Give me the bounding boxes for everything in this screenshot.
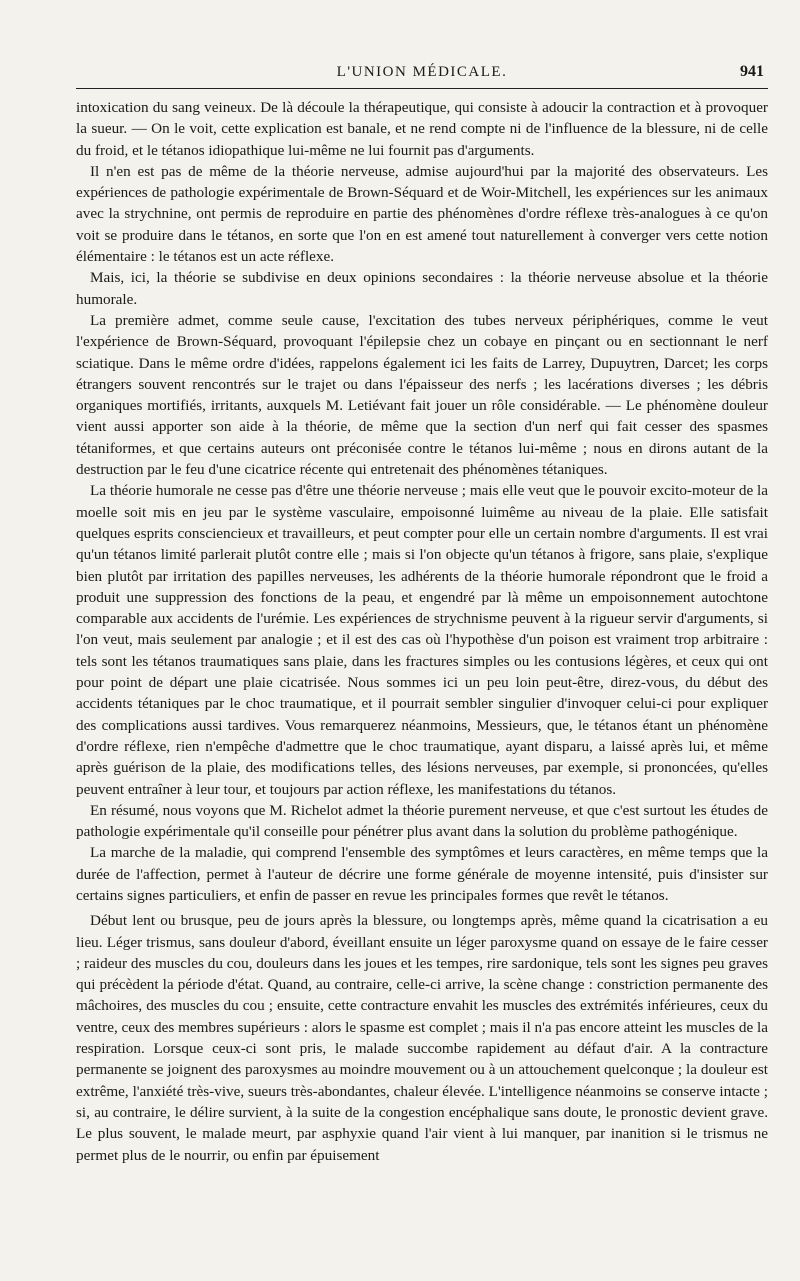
article-body [76, 97, 768, 1166]
paragraph: Début lent ou brusque, peu de jours après la blessure, ou longtemps après, même quand la cicatrisation a eu lieu. Léger trismus, sans douleur d'abord, éveillant ensuite un léger paroxysme quand on essaye de le faire cesser ; raideur des muscles du cou, douleurs dans les joues et les tempes, rire sardonique, tels sont les signes peu graves qui précèdent la période d'état. Quand, au contraire, celle-ci arrive, la scène change : constriction permanente des mâchoires, des muscles du cou ; ensuite, cette contracture envahit les muscles des extrémités inférieures, ceux du ventre, ceux des membres supérieurs : alors le spasme est complet ; mais il n'a pas encore atteint les muscles de la respiration. Lorsque ceux-ci sont pris, le malade succombe rapidement au défaut d'air. A la contracture permanente se joignent des paroxysmes au moindre mouvement ou à un attouchement quelconque ; la douleur est extrême, l'anxiété très-vive, sueurs très-abondantes, chaleur élevée. L'intelligence néanmoins se conserve intacte ; si, au contraire, le délire survient, à la suite de la congestion encéphalique sans doute, le pronostic devient grave. Le plus souvent, le malade meurt, par asphyxie quand l'air vient à lui manquer, par inanition si le trismus ne permet plus de le nourrir, ou enfin par épuisement [76, 912, 768, 1164]
page-number: 941 [740, 63, 764, 80]
paragraph: La théorie humorale ne cesse pas d'être une théorie nerveuse ; mais elle veut que le pouvoir excito-moteur de la moelle soit mis en jeu par le système vasculaire, empoisonné luimême au niveau de la plaie. Elle satisfait quelques esprits consciencieux et travailleurs, et peut compter pour elle un certain nombre d'arguments. Il est vrai qu'un tétanos limité parlerait plutôt contre elle ; mais si l'on objecte qu'un tétanos à frigore, sans plaie, s'explique bien plutôt par irritation des papilles nerveuses, les adhérents de la théorie humorale répondront que le froid a produit une suppression des fonctions de la peau, et engendré par là même un empoisonnement autochtone comparable aux accidents de l'urémie. Les expériences de strychnisme peuvent à la rigueur servir d'arguments, si l'on veut, mais seulement par analogie ; et il est des cas où l'hypothèse d'un poison est vraiment trop arbitraire : tels sont les tétanos traumatiques sans plaie, dans les fractures simples ou les contusions légères, et ceux qui ont pour point de départ une plaie cicatrisée. Nous sommes ici un peu loin peut-être, direz-vous, du début des accidents tétaniques par le choc traumatique, et il pourrait sembler singulier d'invoquer celui-ci pour expliquer des complications aussi tardives. Vous remarquerez néanmoins, Messieurs, que, le tétanos étant un phénomène d'ordre réflexe, rien n'empêche d'admettre que le choc traumatique, ayant disparu, a laissé après lui, et même après guérison de la plaie, des modifications telles, des lésions nerveuses, par exemple, si prononcées, qu'elles peuvent entraîner à leur tour, et toujours par action réflexe, les manifestations du tétanos. [76, 482, 768, 798]
paragraph: Il n'en est pas de même de la théorie nerveuse, admise aujourd'hui par la majorité des observateurs. Les expériences de pathologie expérimentale de Brown-Séquard et de Woir-Mitchell, les expériences sur les animaux avec la strychnine, ont permis de reproduire en partie des phénomènes d'ordre réflexe très-analogues à ce qu'on voit se produire dans le tétanos, en sorte que l'on en est amené tout naturellement à converger vers cette notion élémentaire : le tétanos est un acte réflexe. [76, 162, 768, 266]
paragraph: La première admet, comme seule cause, l'excitation des tubes nerveux périphériques, comme le veut l'expérience de Brown-Séquard, provoquant l'épilepsie chez un cobaye en pinçant ou en sectionnant le nerf sciatique. Dans le même ordre d'idées, rappelons également ici les faits de Larrey, Dupuytren, Darcet; les corps étrangers souvent rencontrés sur le trajet ou dans l'épaisseur des nerfs ; les lacérations diverses ; les débris organiques mortifiés, irritants, auxquels M. Letiévant fait jouer un rôle considérable. — Le phénomène douleur vient aussi apporter son aide à la théorie, de même que la section d'un nerf qui fait cesser des spasmes tétaniformes, et que certains auteurs ont préconisée contre le tétanos lui-même ; nous en dirons autant de la destruction par le feu d'une cicatrice récente qui entretenait des phénomènes tétaniques. [76, 311, 768, 479]
paragraph: En résumé, nous voyons que M. Richelot admet la théorie purement nerveuse, et que c'est surtout les études de pathologie expérimentale qu'il conseille pour pénétrer plus avant dans la solution du problème pathogénique. [76, 801, 768, 841]
journal-title: L'UNION MÉDICALE. [336, 64, 508, 80]
paragraph: intoxication du sang veineux. De là découle la thérapeutique, qui consiste à adoucir la contraction et à provoquer la sueur. — On le voit, cette explication est banale, et ne rend compte ni de l'influence de la blessure, ni de celle du froid, et le tétanos idiopathique lui-même ne lui fournit pas d'arguments. [76, 99, 768, 159]
paragraph: Mais, ici, la théorie se subdivise en deux opinions secondaires : la théorie nerveuse absolue et la théorie humorale. [76, 269, 768, 308]
running-head [76, 62, 768, 89]
paragraph: La marche de la maladie, qui comprend l'ensemble des symptômes et leurs caractères, en même temps que la durée de l'affection, permet à l'auteur de décrire une forme générale de moyenne intensité, puis d'insister sur certains signes particuliers, et enfin de passer en revue les principales formes que revêt le tétanos. [76, 844, 768, 904]
